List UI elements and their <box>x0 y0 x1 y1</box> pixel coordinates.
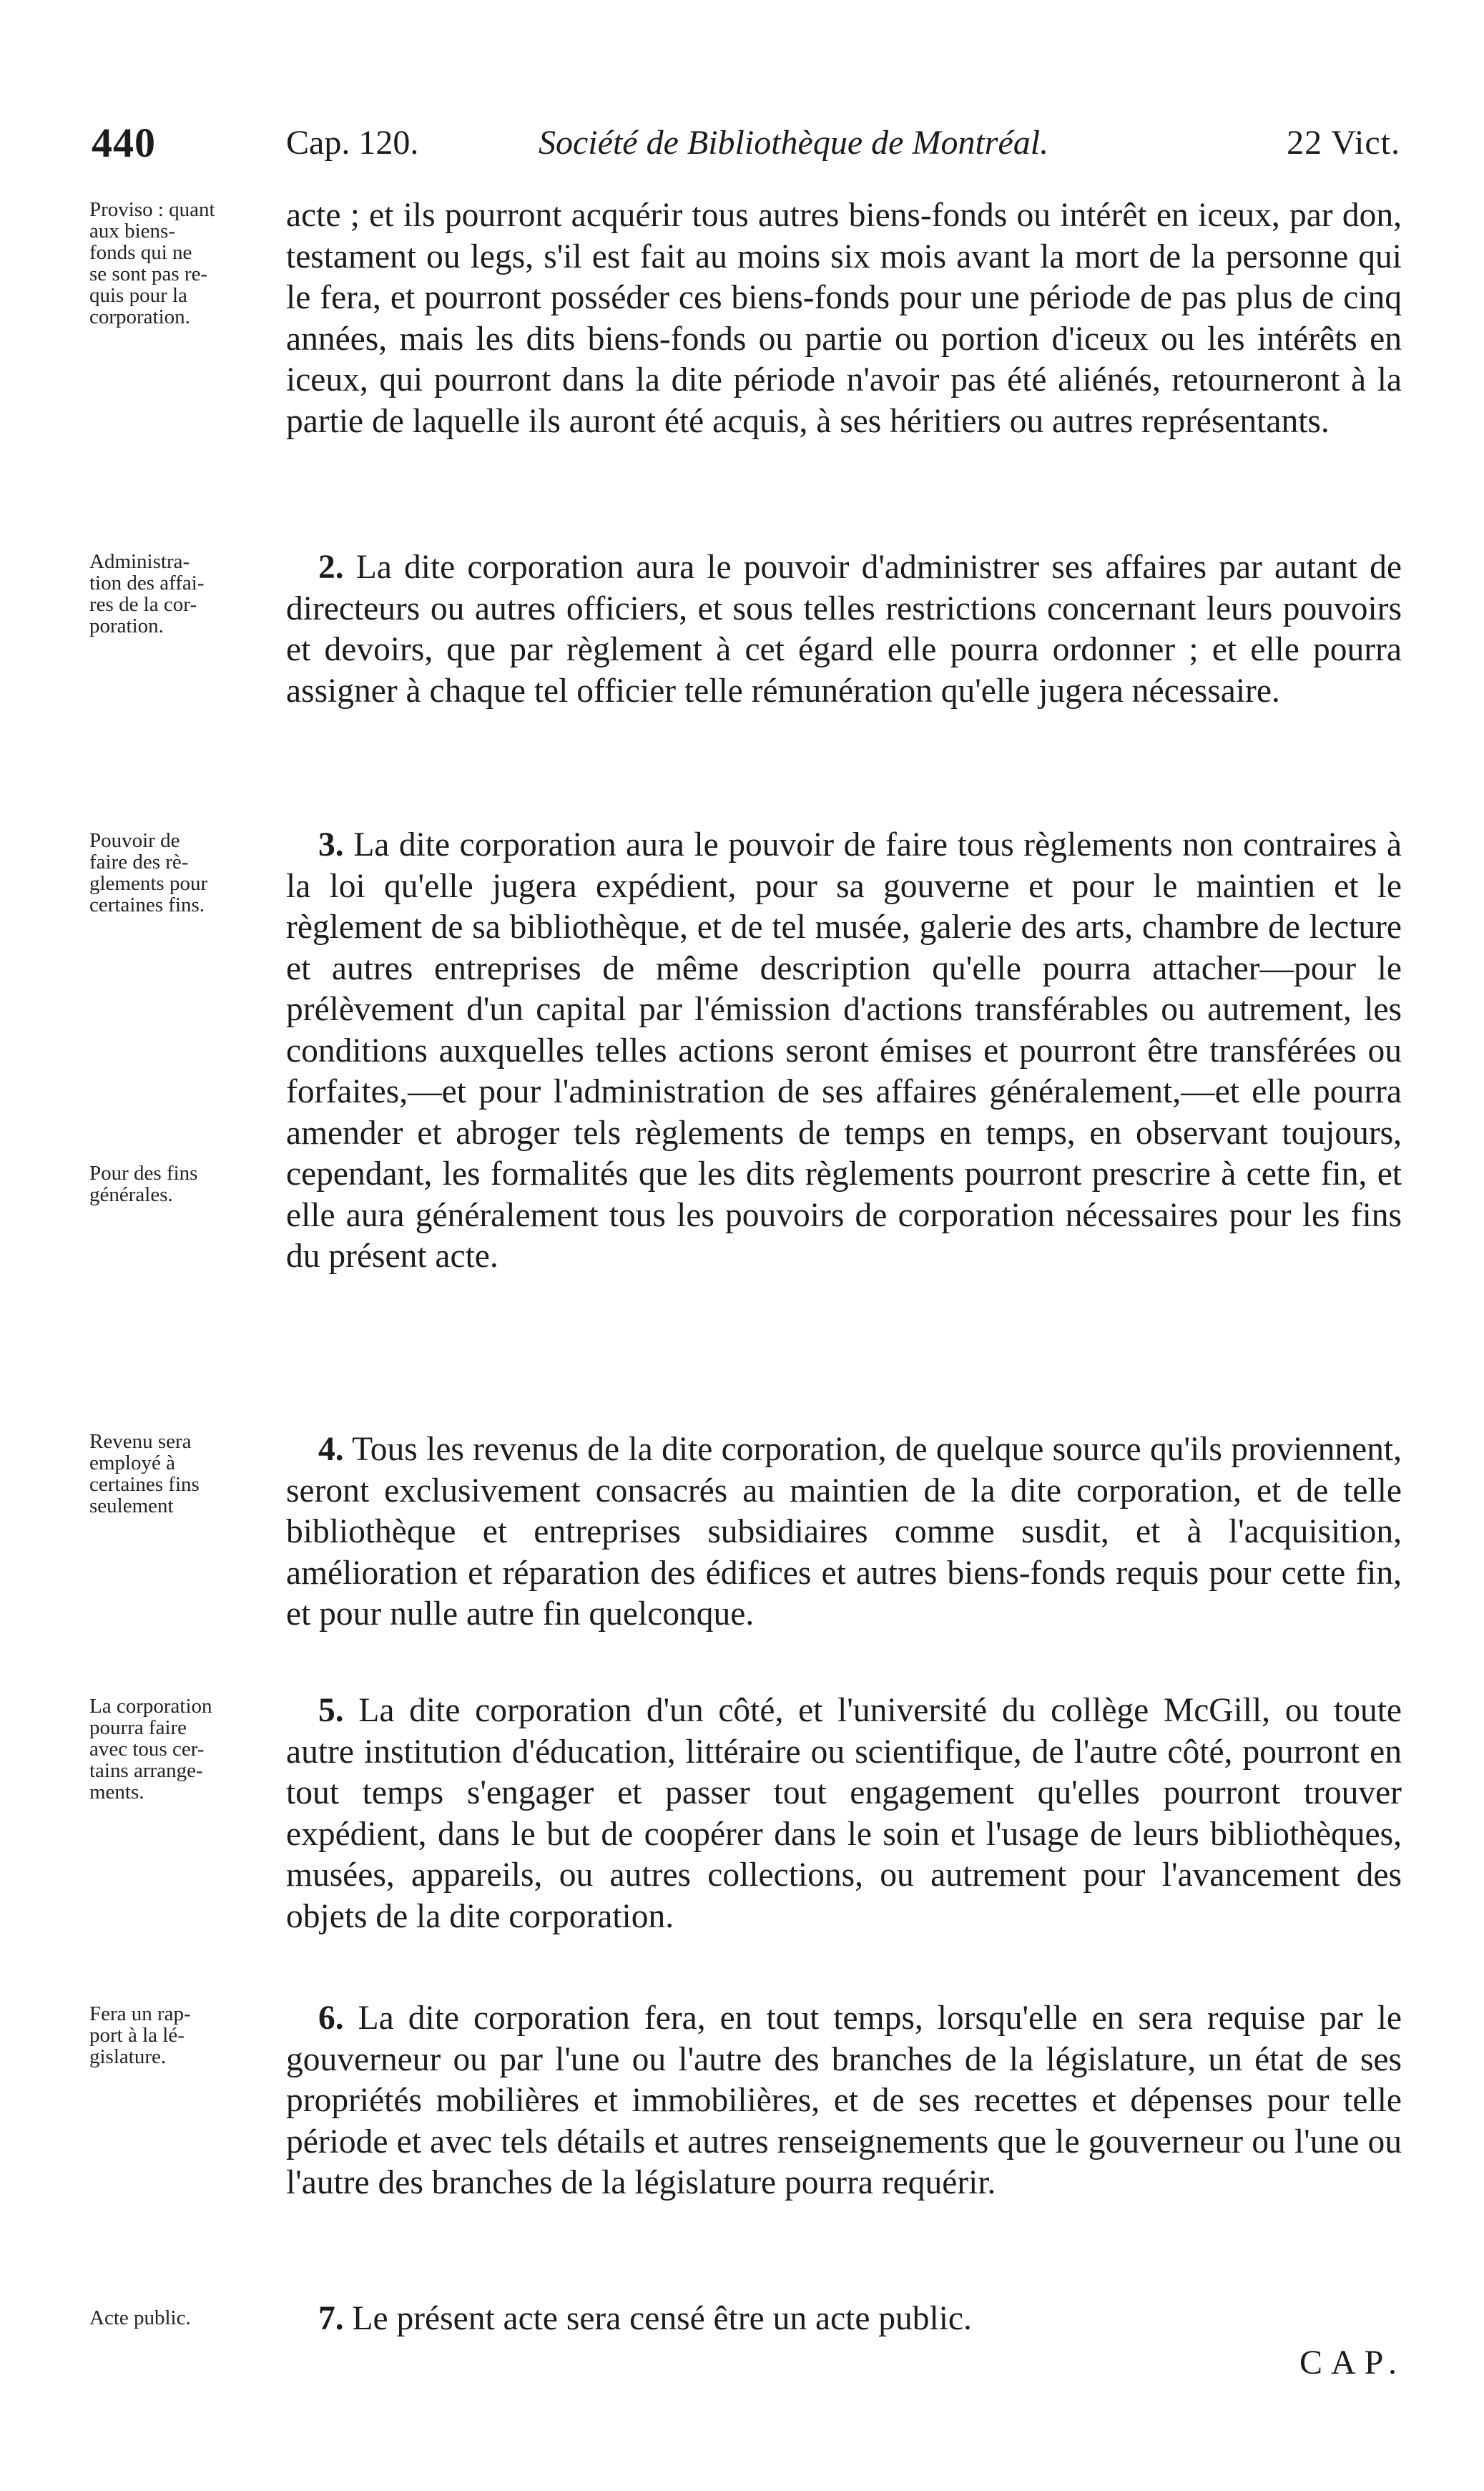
paragraph-continued <box>286 195 1402 442</box>
section-number: 2. <box>318 549 344 586</box>
catchword: CAP. <box>1299 2344 1405 2382</box>
margin-note-fins-generales: Pour des fins générales. <box>89 1162 198 1206</box>
paragraph-text: La dite corporation aura le pouvoir d'administrer ses affaires par autant de directeurs ou autres officiers, et sous telles restrictions concernant leurs pouvoirs et devoirs, que par règlement à cet égard elle pourra ordonner ; et elle pourra assigner à chaque tel officier telle rémunération qu'elle jugera nécessaire. <box>286 549 1402 710</box>
section-number: 6. <box>318 2000 344 2037</box>
section-4 <box>286 1429 1402 1635</box>
section-number: 3. <box>318 826 344 863</box>
section-5 <box>286 1690 1402 1937</box>
paragraph-text: La dite corporation aura le pouvoir de faire tous règlements non contraires à la loi qu'elle jugera expédient, pour sa gouverne et pour le maintien et le règlement de sa bibliothèque, et de tel musée, galerie des arts, chambre de lecture et autres entreprises de même description qu'elle pourra attacher—pour le prélèvement d'un capital par l'émission d'actions transférables ou autrement, les conditions auxquelles telles actions seront émises et pourront être transférées ou forfaites,—et pour l'administration de ses affaires généralement,—et elle pourra amender et abroger tels règlements de temps en temps, en observant toujours, cependant, les formalités que les dits règlements pourront prescrire à cette fin, et elle aura généralement tous les pouvoirs de corporation nécessaires pour les fins du présent acte. <box>286 826 1402 1275</box>
paragraph-text: acte ; et ils pourront acquérir tous autres biens-fonds ou intérêt en iceux, par don, testament ou legs, s'il est fait au moins six mois avant la mort de la personne qui le fera, et pourront posséder ces biens-fonds pour une période de pas plus de cinq années, mais les dits biens-fonds ou partie ou portion d'iceux ou les intérêts en iceux, qui pourront dans la dite période n'avoir pas été aliénés, retourneront à la partie de laquelle ils auront été acquis, à ses héritiers ou autres représentants. <box>286 197 1402 440</box>
paragraph-text: Tous les revenus de la dite corporation, de quelque source qu'ils proviennent, seront exclusivement consacrés au maintien de la dite corporation, et de telle bibliothèque et entreprises subsidiaires comme susdit, et à l'acquisition, amélioration et réparation des édifices et autres biens-fonds requis pour cette fin, et pour nulle autre fin quelconque. <box>286 1431 1402 1633</box>
running-header <box>92 114 1400 172</box>
section-number: 7. <box>318 2300 344 2337</box>
margin-note-administration: Administra- tion des affai- res de la cor- poration. <box>89 550 205 637</box>
running-title: Société de Bibliothèque de Montréal. <box>539 124 1049 162</box>
chapter-label: Cap. 120. <box>286 124 419 162</box>
section-2 <box>286 547 1402 712</box>
margin-note-proviso: Proviso : quant aux biens- fonds qui ne se sont pas re- quis pour la corporation. <box>89 198 215 328</box>
regnal-year: 22 Vict. <box>1287 124 1400 162</box>
margin-note-acte-public: Acte public. <box>89 2306 191 2329</box>
margin-note-revenu: Revenu sera employé à certaines fins seulement <box>89 1430 200 1517</box>
section-number: 4. <box>318 1431 344 1468</box>
margin-note-arrangements: La corporation pourra faire avec tous cer- tains arrange- ments. <box>89 1695 212 1804</box>
paragraph-text: La dite corporation d'un côté, et l'université du collège McGill, ou toute autre institution d'éducation, littéraire ou scientifique, de l'autre côté, pourront en tout temps s'engager et passer tout engagement qu'elles pourront trouver expédient, dans le but de coopérer dans le soin et l'usage de leurs bibliothèques, musées, appareils, ou autres collections, ou autrement pour l'avancement des objets de la dite corporation. <box>286 1692 1402 1935</box>
section-6 <box>286 1998 1402 2204</box>
paragraph-text: Le présent acte sera censé être un acte public. <box>352 2300 972 2337</box>
paragraph-text: La dite corporation fera, en tout temps, lorsqu'elle en sera requise par le gouverneur ou par l'une ou l'autre des branches de la législature, un état de ses propriétés mobilières et immobilières, et de ses recettes et dépenses pour telle période et avec tels détails et autres renseignements que le gouverneur ou l'une ou l'autre des branches de la législature pourra requérir. <box>286 2000 1402 2201</box>
section-number: 5. <box>318 1692 344 1729</box>
section-7 <box>286 2299 1402 2340</box>
margin-note-reglements: Pouvoir de faire des rè- glements pour certaines fins. <box>89 829 208 916</box>
margin-note-rapport: Fera un rap- port à la lé- gislature. <box>89 2002 191 2068</box>
page-number: 440 <box>92 119 156 166</box>
section-3 <box>286 825 1402 1278</box>
